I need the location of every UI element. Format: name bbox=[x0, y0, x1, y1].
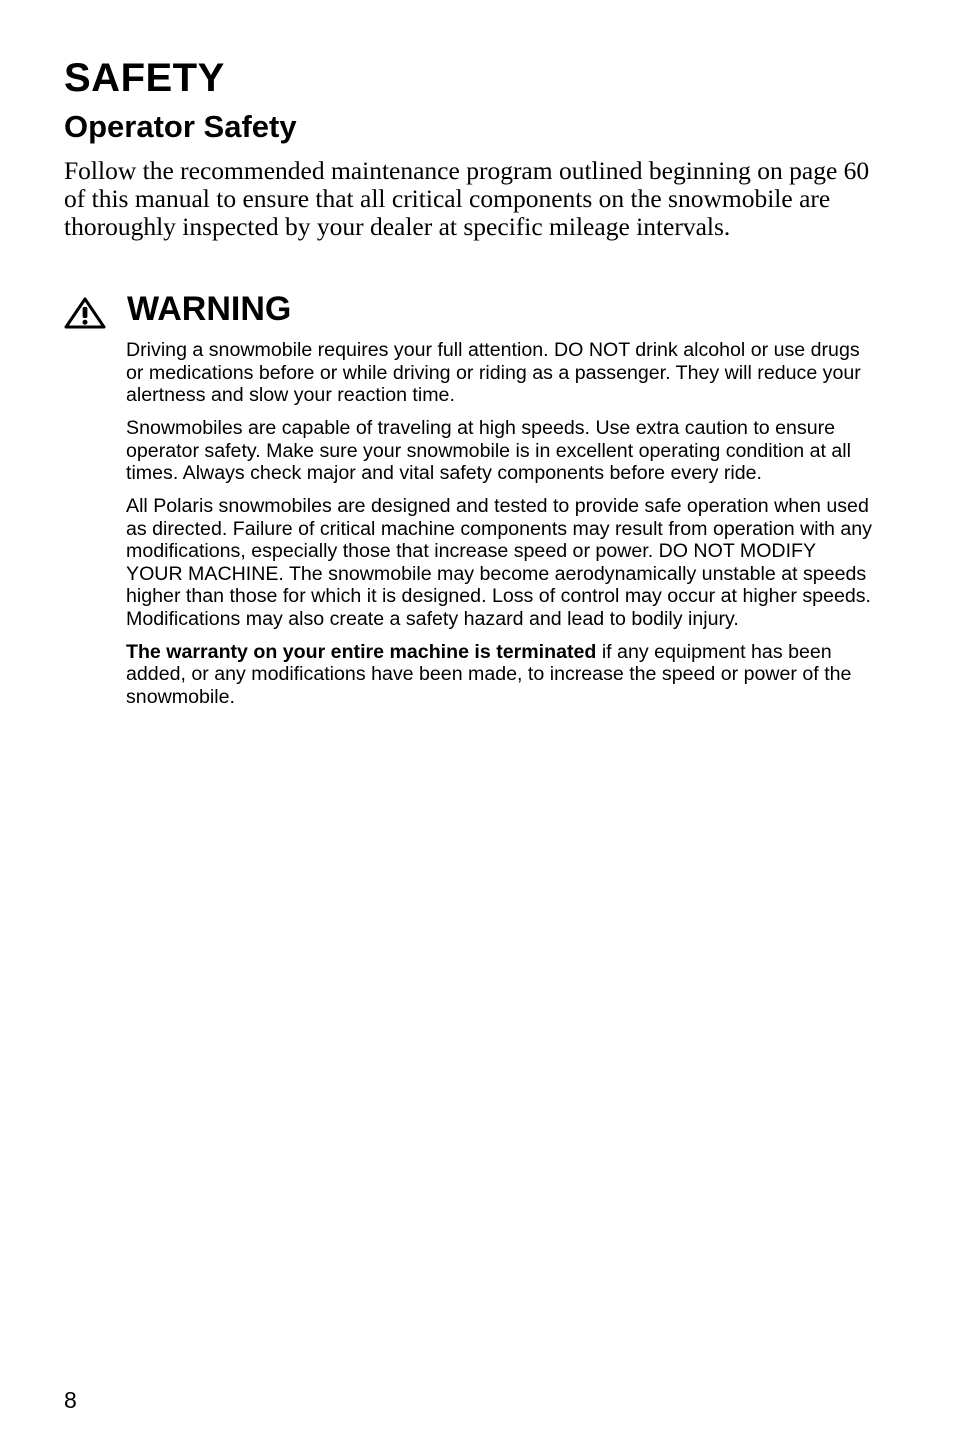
warning-paragraph: Snowmobiles are capable of traveling at high speeds. Use extra caution to ensure operator safety. Make sure your snowmobile is in excellent operating condition at all times. Always check major and vital safety components before every ride. bbox=[126, 417, 851, 484]
intro-paragraph: Follow the recommended maintenance program outlined beginning on page 60 of this manual to ensure that all critical components on the snowmobile are thoroughly inspected by your dealer at specific mileage intervals. bbox=[64, 156, 870, 241]
warranty-text: if any equipment has been added, or any modifications have been made, to increase the speed or power of the snowmobile. bbox=[126, 640, 852, 708]
warning-paragraph: Driving a snowmobile requires your full attention. DO NOT drink alcohol or use drugs or medications before or while driving or riding as a passenger. They will reduce your alertness and slow your reaction time. bbox=[126, 339, 861, 406]
warning-title: WARNING bbox=[127, 290, 292, 328]
section-title: SAFETY bbox=[64, 56, 225, 100]
warranty-emphasis: The warranty on your entire machine is terminated bbox=[126, 640, 597, 663]
warning-paragraph: All Polaris snowmobiles are designed and tested to provide safe operation when used as directed. Failure of critical machine components may result from operation with any modifications, especially those that increase speed or power. DO NOT MODIFY YOUR MACHINE. The snowmobile may become aerodynamically unstable at speeds higher than those for which it is designed. Loss of control may occur at higher speeds. Modifications may also create a safety hazard and lead to bodily injury. bbox=[126, 495, 872, 630]
page-number: 8 bbox=[64, 1387, 77, 1413]
warning-body bbox=[126, 339, 872, 719]
warning-triangle-icon bbox=[64, 297, 106, 329]
subsection-title: Operator Safety bbox=[64, 109, 297, 144]
warranty-paragraph bbox=[126, 641, 872, 709]
